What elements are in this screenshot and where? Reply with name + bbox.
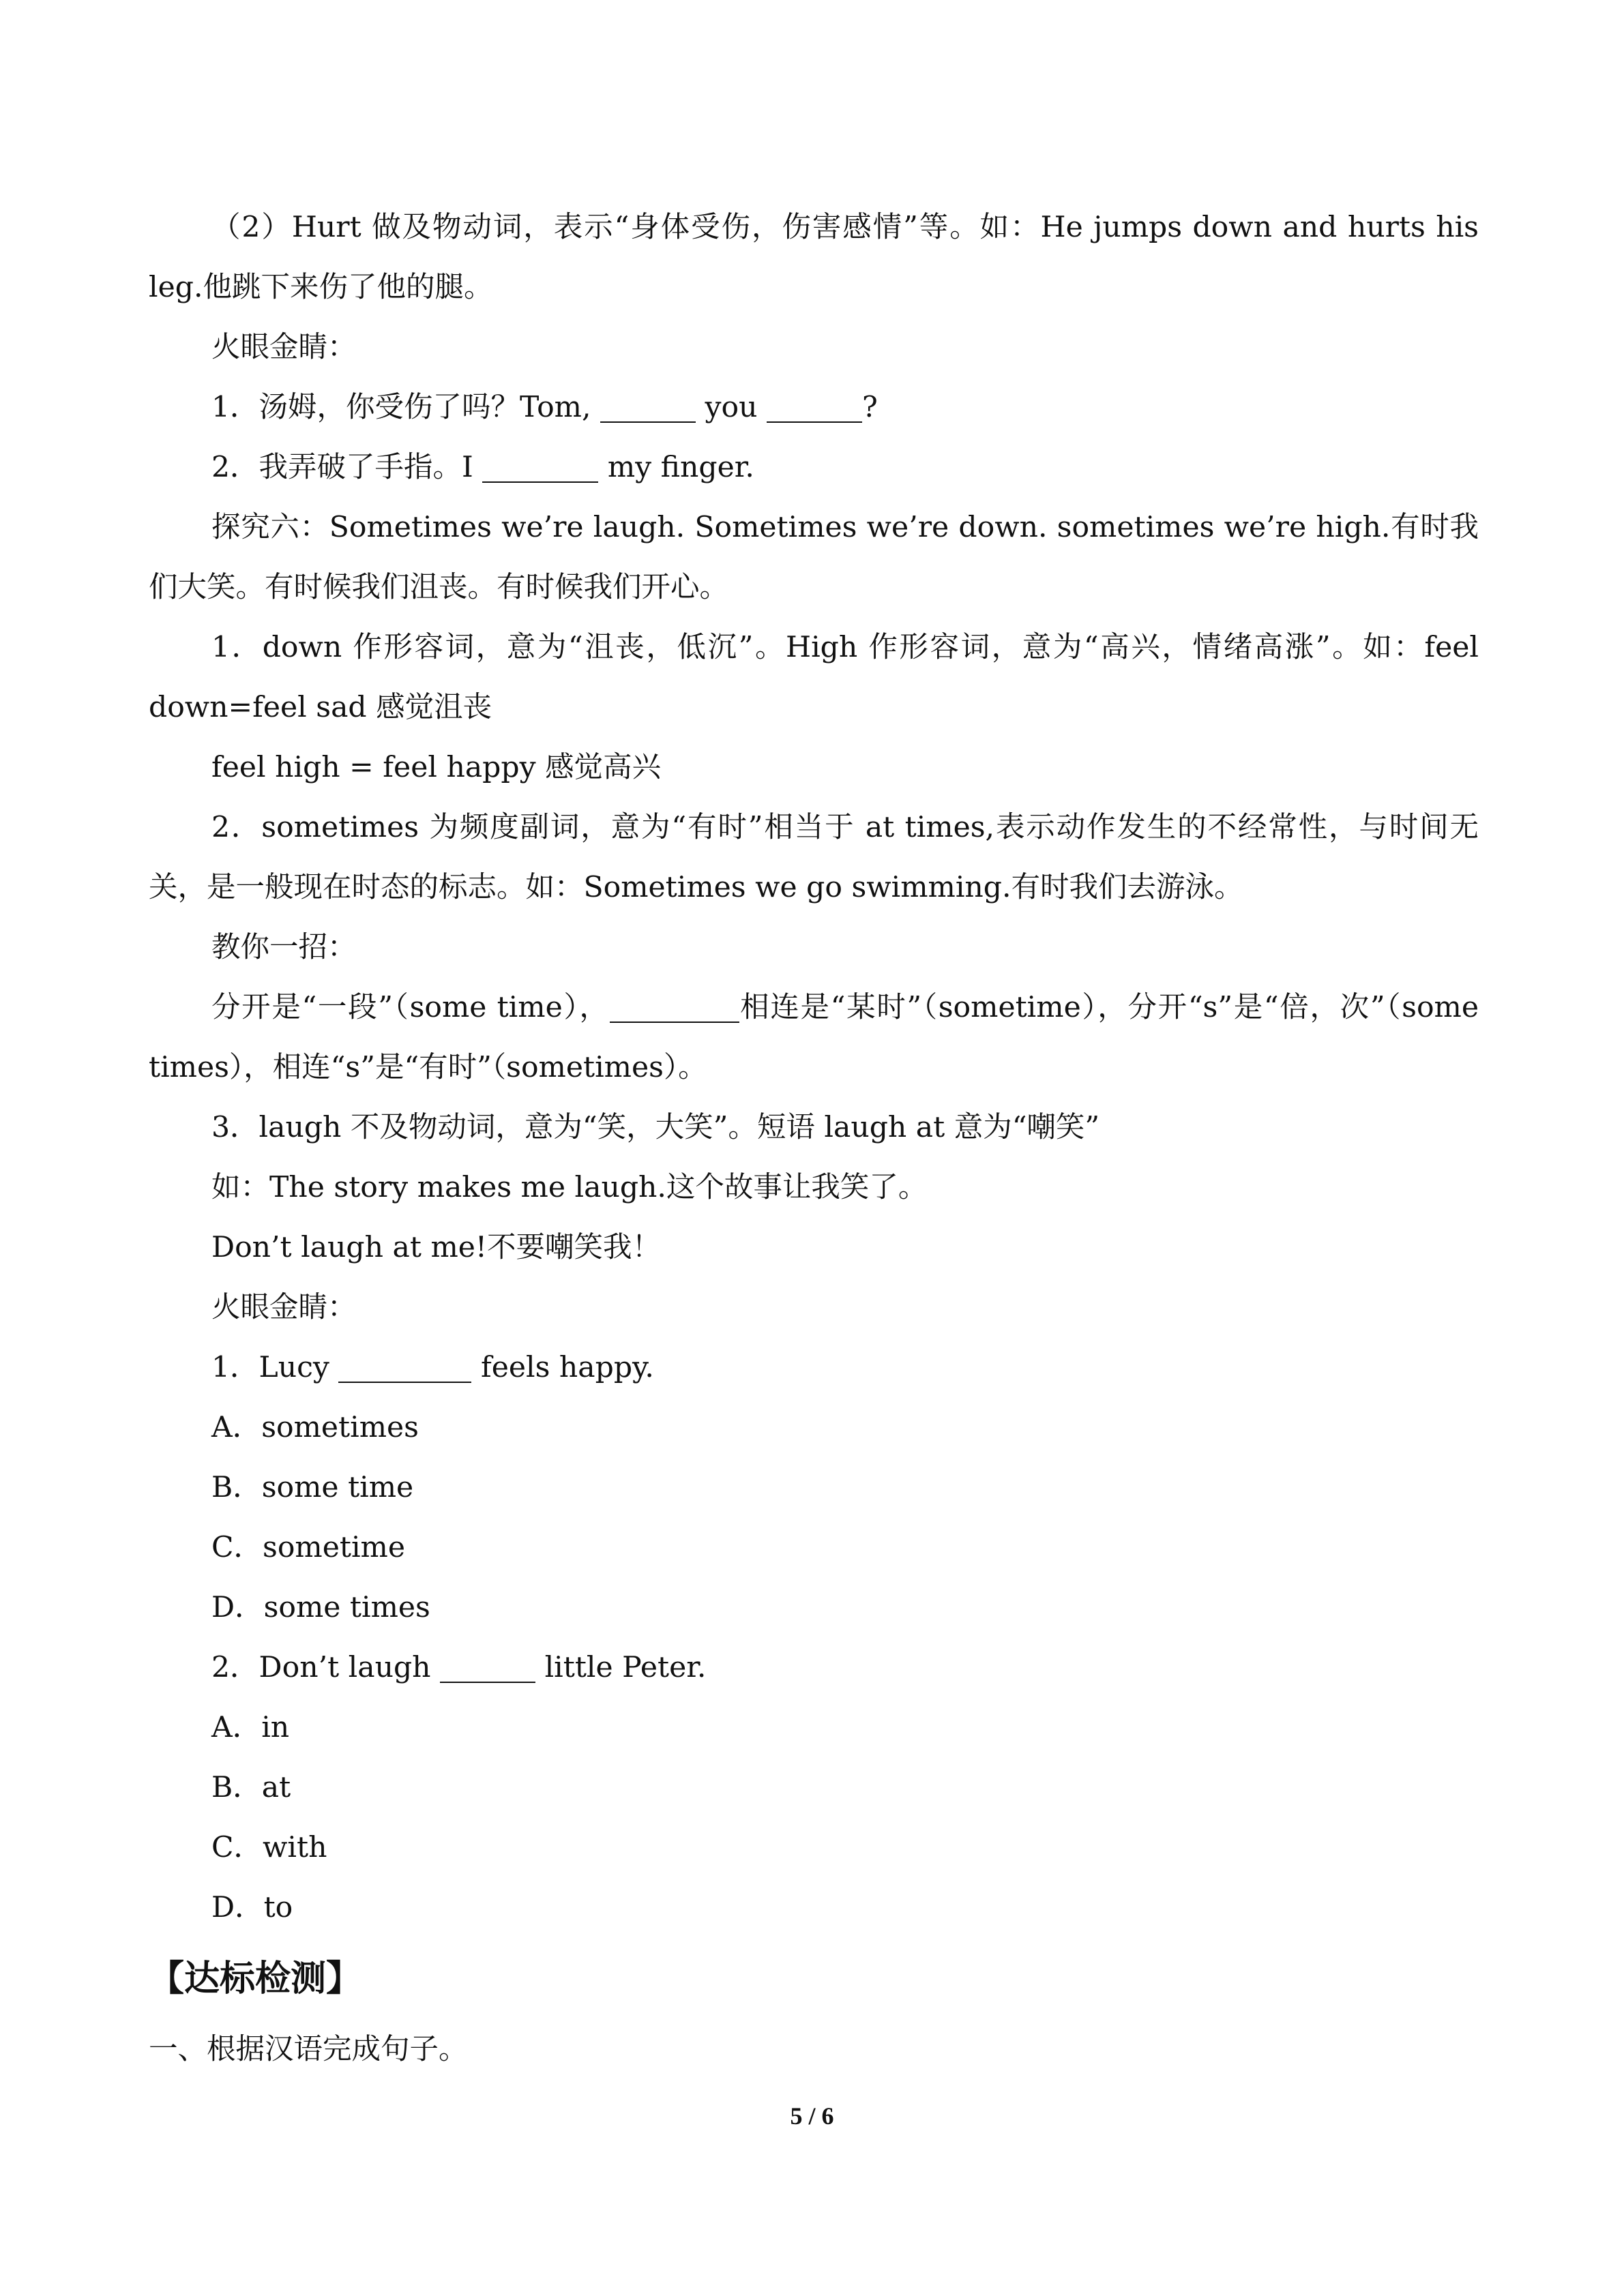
answer-blank[interactable] [600, 392, 696, 423]
page-number: 5 / 6 [790, 2102, 834, 2130]
option[interactable]: B．at [211, 1771, 291, 1804]
exercise-2: 2．我弄破了手指。I my finger. [211, 451, 754, 484]
paragraph-explore-six: 探究六：Sometimes we’re laugh. Sometimes we’re down. sometimes we’re high.有时我们大笑。有时候我们沮丧。有时候我们开心。 [149, 511, 1479, 604]
answer-blank[interactable] [440, 1652, 535, 1683]
answer-blank[interactable] [482, 452, 598, 483]
option[interactable]: D．to [211, 1891, 293, 1924]
paragraph-tip: 分开是“一段”（some time）， 相连是“某时”（sometime），分开“s”是“倍，次”（some times），相连“s”是“有时”（sometimes）。 [149, 991, 1479, 1084]
example-dont-laugh: Don’t laugh at me!不要嘲笑我！ [211, 1231, 661, 1264]
option[interactable]: C．sometime [211, 1531, 405, 1564]
section-instruction: 一、根据汉语完成句子。 [149, 2033, 468, 2066]
answer-blank[interactable] [767, 392, 862, 423]
label-fire-eyes: 火眼金睛： [211, 331, 357, 364]
option[interactable]: A．sometimes [211, 1411, 419, 1444]
option[interactable]: B．some time [211, 1471, 414, 1504]
paragraph-sometimes: 2．sometimes 为频度副词，意为“有时”相当于 at times,表示动作发生的不经常性，与时间无关，是一般现在时态的标志。如：Sometimes we go swimming.有时我们去游泳。 [149, 811, 1479, 904]
paragraph-laugh: 3．laugh 不及物动词，意为“笑，大笑”。短语 laugh at 意为“嘲笑” [211, 1111, 1100, 1144]
document-body [149, 198, 1479, 2080]
question-1: 1．Lucy feels happy. [211, 1351, 654, 1384]
option[interactable]: C．with [211, 1831, 327, 1864]
label-tip: 教你一招： [211, 931, 357, 964]
paragraph-hurt-usage: （2）Hurt 做及物动词，表示“身体受伤，伤害感情”等。如：He jumps down and hurts his leg.他跳下来伤了他的腿。 [149, 211, 1479, 304]
line-feel-high: feel high = feel happy 感觉高兴 [211, 751, 662, 784]
option[interactable]: A．in [211, 1711, 290, 1744]
exercise-1: 1．汤姆，你受伤了吗？Tom, you ? [211, 391, 878, 424]
answer-blank[interactable] [338, 1352, 471, 1383]
label-fire-eyes: 火眼金睛： [211, 1291, 357, 1324]
paragraph-down-high: 1．down 作形容词，意为“沮丧，低沉”。High 作形容词，意为“高兴，情绪高涨”。如：feel down=feel sad 感觉沮丧 [149, 631, 1479, 724]
answer-blank[interactable] [610, 992, 739, 1023]
section-heading: 【达标检测】 [149, 1958, 362, 1999]
question-2: 2．Don’t laugh little Peter. [211, 1651, 707, 1684]
option[interactable]: D．some times [211, 1591, 430, 1624]
example-story: 如：The story makes me laugh.这个故事让我笑了。 [211, 1171, 928, 1204]
